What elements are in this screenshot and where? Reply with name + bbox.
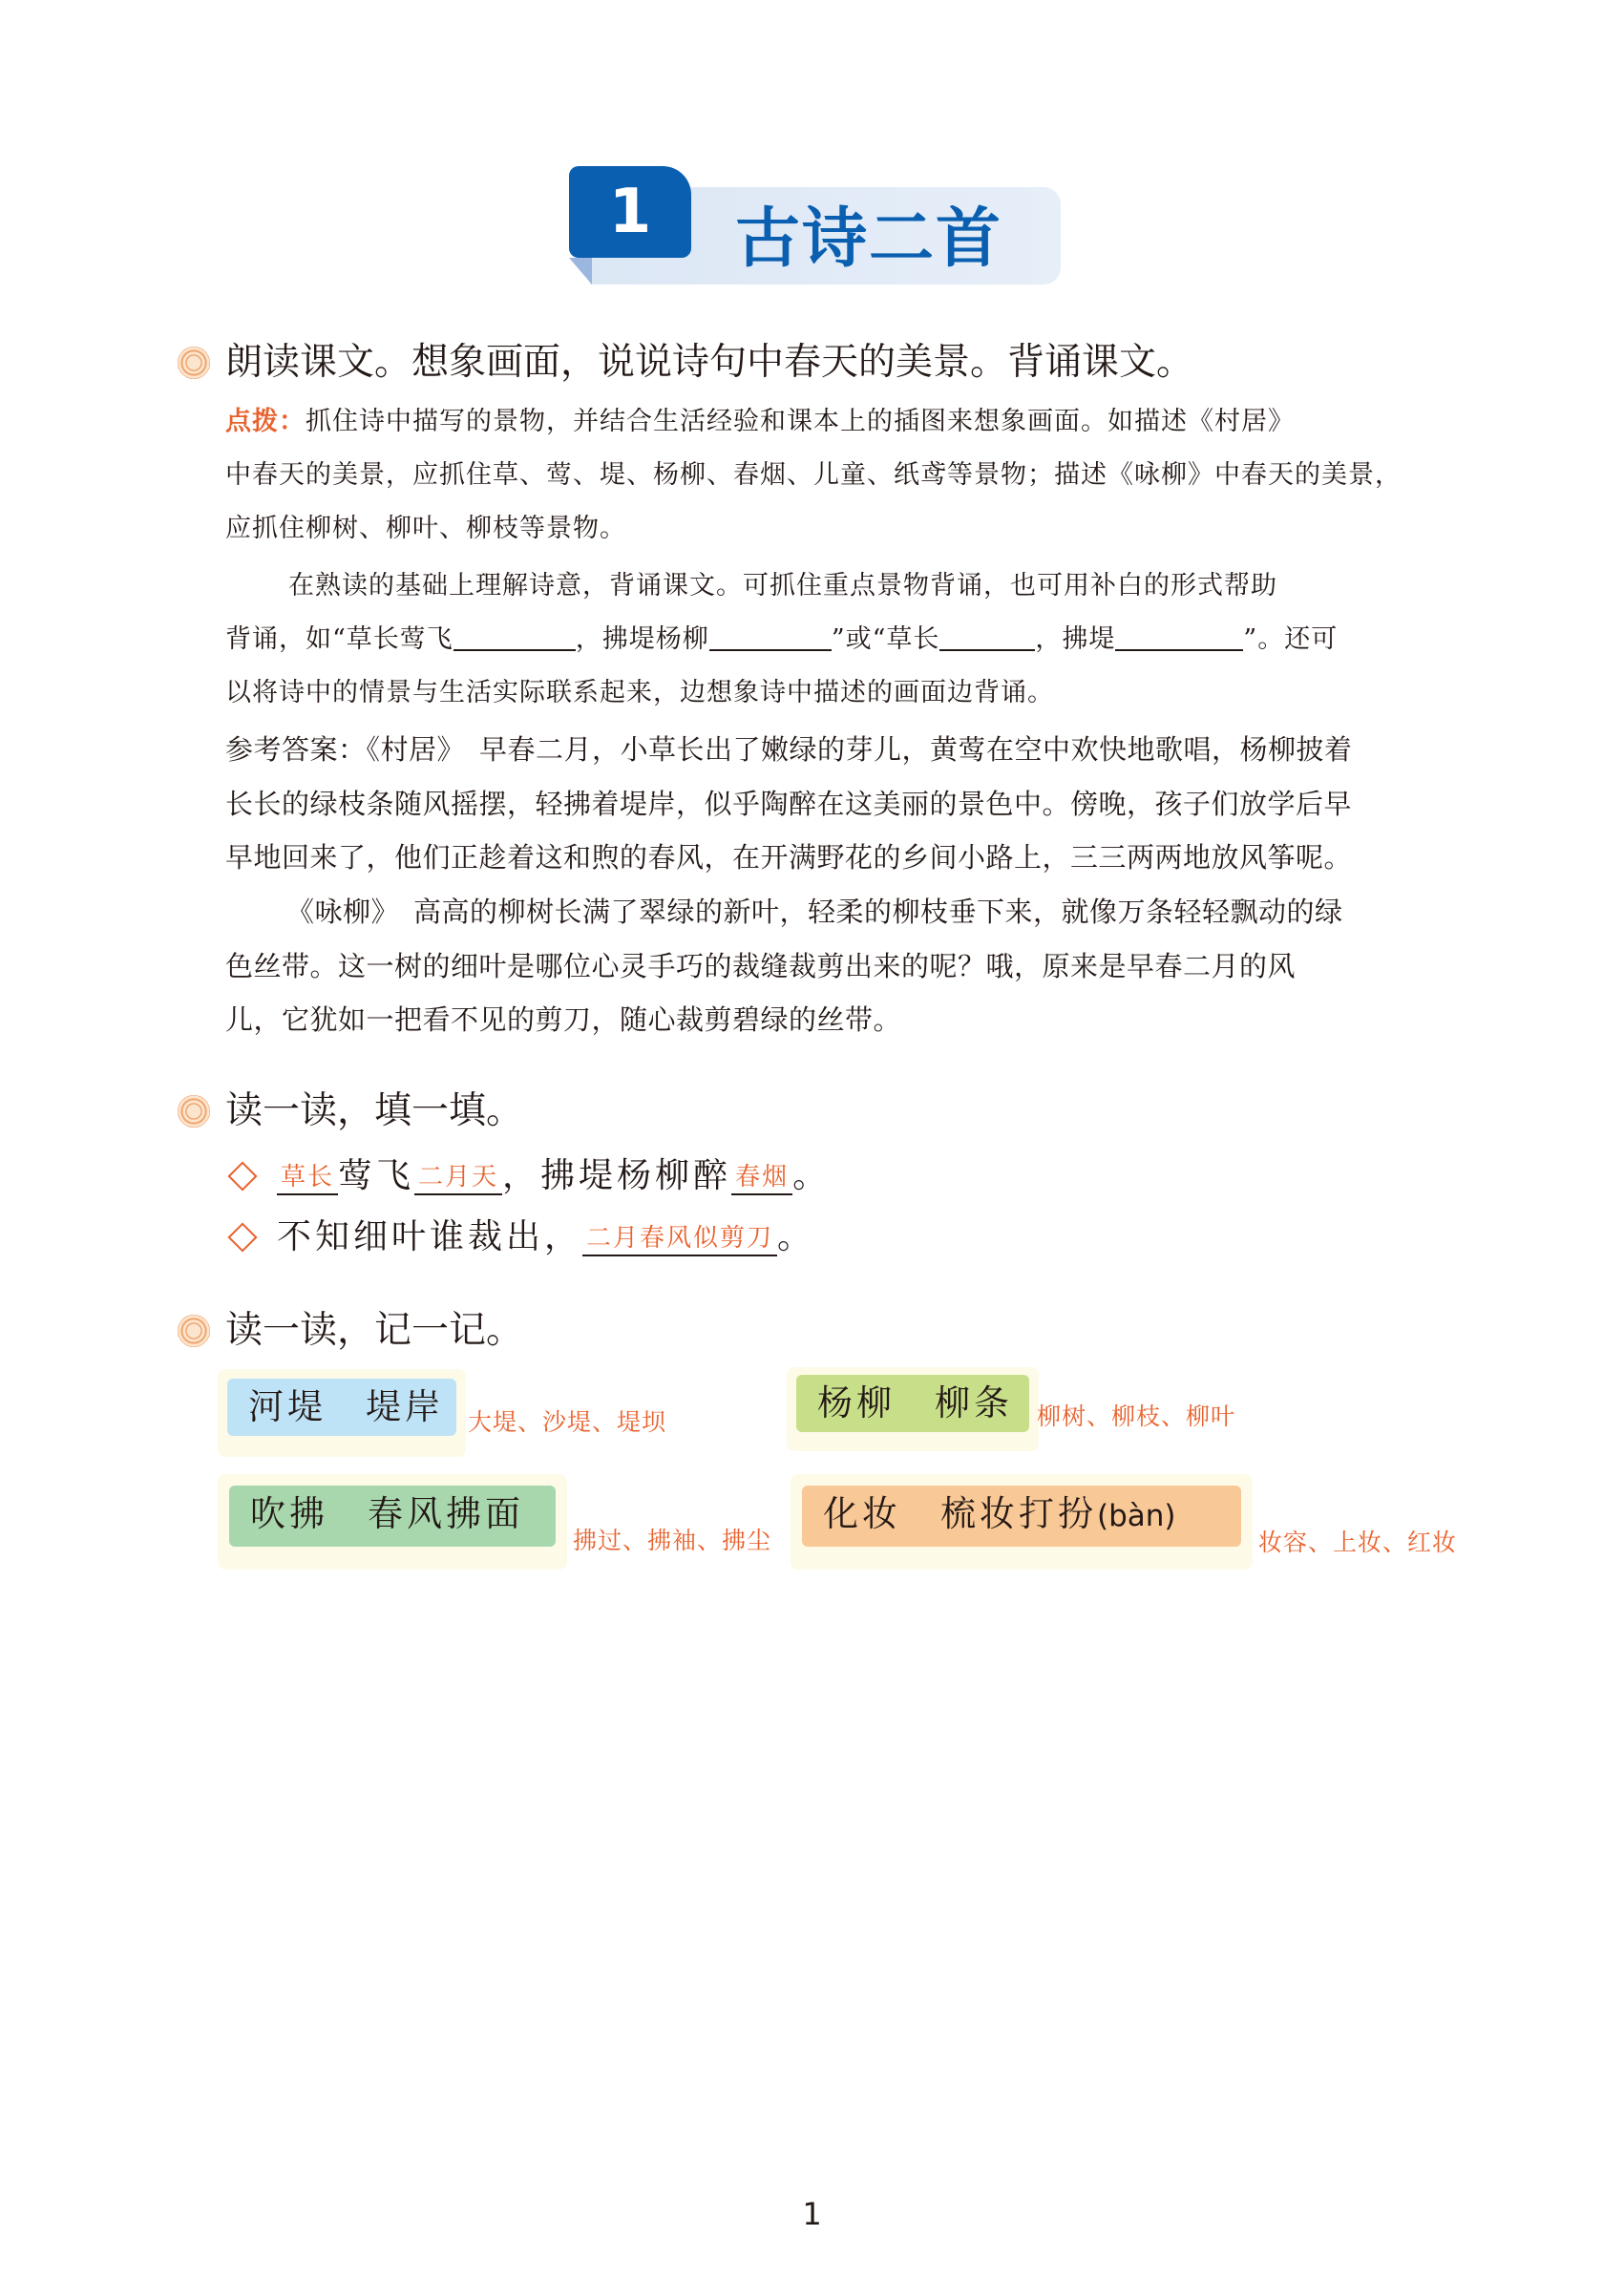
section-bullet-icon xyxy=(178,347,210,379)
tip-line-3: 应抓住柳树、柳叶、柳枝等景物。 xyxy=(225,514,626,543)
diamond-bullet-icon xyxy=(227,1161,257,1191)
lesson-number: 1 xyxy=(569,166,691,258)
fill-row-2: 不知细叶谁裁出， 二月春风似剪刀 。 xyxy=(277,1217,816,1256)
answer-line-4: 《咏柳》 高高的柳树长满了翠绿的新叶，轻柔的柳枝垂下来，就像万条轻轻飘动的绿 xyxy=(286,896,1343,928)
word-card-2-examples: 柳树、柳枝、柳叶 xyxy=(1037,1403,1236,1430)
blank-line xyxy=(709,621,832,651)
word-card-2: 杨柳 柳条 xyxy=(796,1375,1029,1432)
answer-line-5: 色丝带。这一树的细叶是哪位心灵手巧的裁缝裁剪出来的呢？哦，原来是早春二月的风 xyxy=(225,950,1297,982)
answer-fill: 春烟 xyxy=(731,1161,792,1195)
section2-title: 读一读，填一填。 xyxy=(225,1089,524,1132)
lesson-title: 古诗二首 xyxy=(735,201,1003,277)
answer-line-3: 早地回来了，他们正趁着这和煦的春风，在开满野花的乡间小路上，三三两两地放风筝呢。 xyxy=(225,841,1353,874)
section3-title: 读一读，记一记。 xyxy=(225,1309,524,1352)
word-card-3-examples: 拂过、拂袖、拂尘 xyxy=(573,1527,772,1554)
word-card-1: 河堤 堤岸 xyxy=(227,1379,456,1436)
pinyin-annotation: (bàn) xyxy=(1097,1499,1176,1533)
tip-label: 点拨： xyxy=(225,407,306,436)
tip-line-1: 点拨：抓住诗中描写的景物，并结合生活经验和课本上的插图来想象画面。如描述《村居》 xyxy=(225,407,1295,436)
word-card-4: 化妆 梳妆打扮(bàn) xyxy=(802,1486,1241,1547)
paragraph2-line-3: 以将诗中的情景与生活实际联系起来，边想象诗中描述的画面边背诵。 xyxy=(225,678,1054,707)
word-card-1-examples: 大堤、沙堤、堤坝 xyxy=(468,1408,667,1436)
answer-line-1: 参考答案：《村居》 早春二月，小草长出了嫩绿的芽儿，黄莺在空中欢快地歌唱，杨柳披着 xyxy=(225,733,1353,766)
blank-line xyxy=(939,621,1035,651)
answer-line-2: 长长的绿枝条随风摇摆，轻拂着堤岸，似乎陶醉在这美丽的景色中。傍晚，孩子们放学后早 xyxy=(225,788,1353,820)
answer-fill: 二月春风似剪刀 xyxy=(582,1222,777,1256)
word-card-3: 吹拂 春风拂面 xyxy=(229,1486,556,1547)
tip-line-2: 中春天的美景，应抓住草、莺、堤、杨柳、春烟、儿童、纸鸢等景物；描述《咏柳》中春天的美景， xyxy=(225,460,1402,490)
section1-title: 朗读课文。想象画面，说说诗句中春天的美景。背诵课文。 xyxy=(225,341,1194,384)
answer-line-6: 儿，它犹如一把看不见的剪刀，随心裁剪碧绿的丝带。 xyxy=(225,1003,902,1036)
blank-line xyxy=(453,621,576,651)
fill-row-1: 草长 莺飞 二月天 ，拂堤杨柳醉 春烟 。 xyxy=(277,1153,831,1199)
page-number: 1 xyxy=(802,2196,822,2232)
paragraph2-line-2: 背诵，如“草长莺飞 ，拂堤杨柳 ”或“草长 ，拂堤 ”。还可 xyxy=(225,621,1466,659)
blank-line xyxy=(1115,621,1243,651)
title-banner-fold xyxy=(569,258,592,285)
paragraph2-line-1: 在熟读的基础上理解诗意，背诵课文。可抓住重点景物背诵，也可用补白的形式帮助 xyxy=(288,571,1277,601)
section-bullet-icon xyxy=(178,1095,210,1128)
diamond-bullet-icon xyxy=(227,1222,257,1252)
answer-fill: 草长 xyxy=(277,1161,338,1195)
answer-fill: 二月天 xyxy=(414,1161,502,1195)
section-bullet-icon xyxy=(178,1315,210,1347)
word-card-4-examples: 妆容、上妆、红妆 xyxy=(1258,1529,1458,1556)
